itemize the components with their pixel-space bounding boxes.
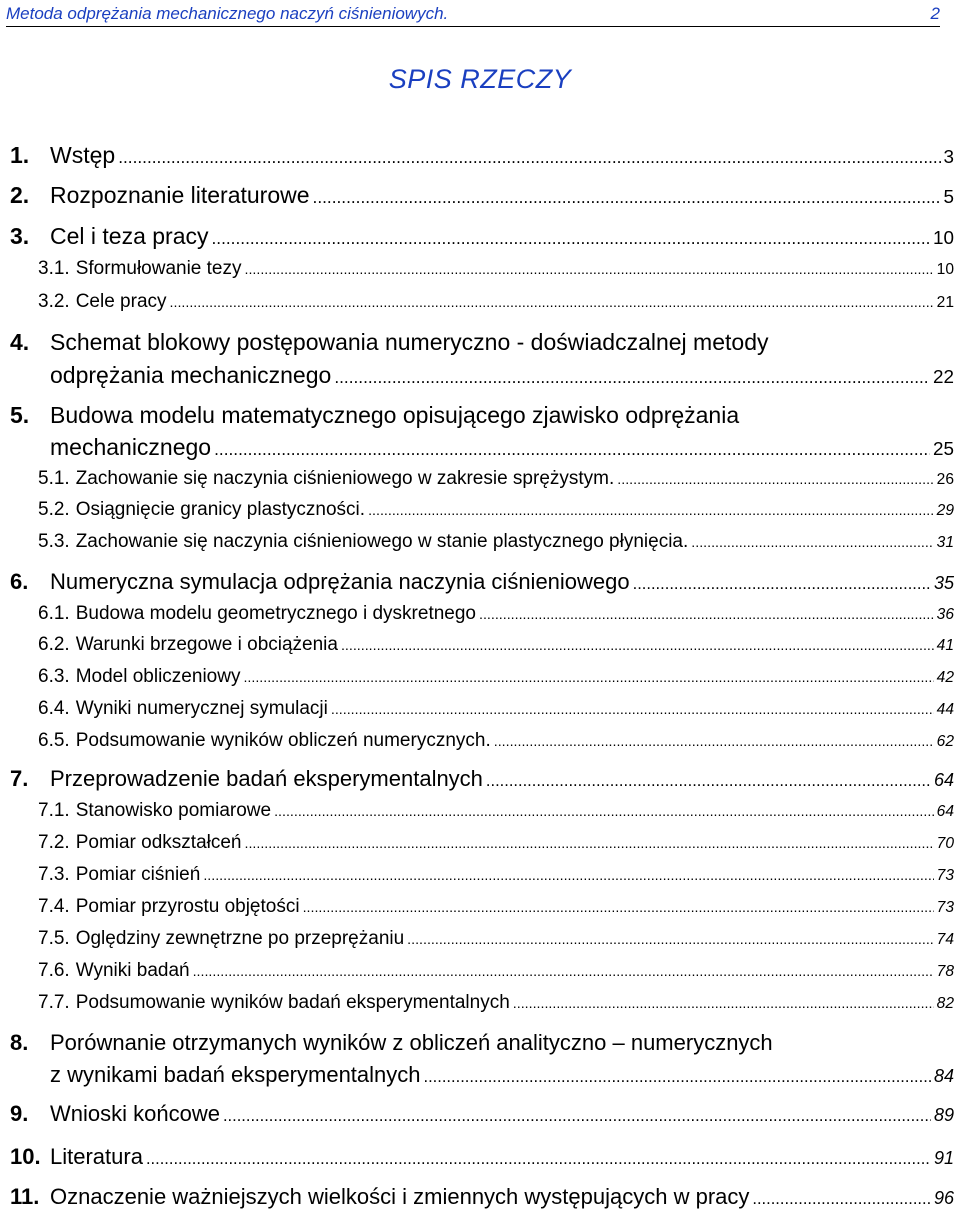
entry-page: 31 [936,534,954,551]
entry-number: 7.4. [38,896,70,917]
entry-number: 6.1. [38,603,70,624]
toc-entry-4-continuation[interactable] [50,362,954,389]
dot-leader [303,900,934,916]
entry-number: 7.7. [38,992,70,1013]
entry-title: Wnioski końcowe [50,1101,220,1126]
entry-page: 10 [936,261,954,278]
entry-number: 8. [10,1030,29,1055]
toc-entry-5-3[interactable] [10,531,954,557]
dot-leader [274,804,934,820]
entry-page: 29 [936,502,954,519]
toc-entry-7-1[interactable] [10,800,954,826]
running-header [6,2,940,27]
entry-title: Przeprowadzenie badań eksperymentalnych [50,766,483,791]
dot-leader [513,996,934,1012]
entry-page: 26 [936,471,954,488]
dot-leader [223,1107,931,1126]
entry-number: 6.3. [38,666,70,687]
entry-title: Pomiar ciśnień [75,864,201,885]
toc-entry-3-1[interactable] [10,258,954,284]
toc-entry-5-1[interactable] [10,468,954,494]
entry-number: 5.3. [38,531,70,552]
toc-entry-7-3[interactable] [10,864,954,890]
dot-leader [146,1150,931,1169]
entry-page: 10 [933,227,954,248]
entry-title: Rozpoznanie literaturowe [50,182,310,208]
entry-page: 3 [943,146,954,167]
entry-number: 6.5. [38,730,70,751]
entry-number: 2. [10,182,30,208]
entry-page: 36 [936,606,954,623]
entry-title: Sformułowanie tezy [75,258,242,279]
entry-title: Stanowisko pomiarowe [75,800,272,821]
entry-number: 3.1. [38,258,70,279]
entry-number: 11. [10,1184,40,1209]
entry-page: 96 [933,1188,954,1208]
entry-page: 25 [933,438,954,459]
entry-page: 62 [936,733,954,750]
toc-title: SPIS RZECZY [388,64,572,94]
entry-page: 21 [936,294,954,311]
toc-entry-7-4[interactable] [10,896,954,922]
entry-page: 41 [936,637,954,654]
toc-entry-6-5[interactable] [10,730,954,756]
dot-leader [245,262,934,278]
dot-leader [617,472,933,488]
dot-leader [424,1068,931,1087]
entry-number: 5.2. [38,499,70,520]
entry-page: 78 [936,963,954,980]
entry-number: 7. [10,766,29,791]
dot-leader [691,535,933,551]
dot-leader [331,702,934,718]
toc-entry-8[interactable] [10,1030,954,1060]
entry-title: Literatura [50,1144,143,1169]
entry-page: 64 [936,803,954,820]
entry-title: Wyniki numerycznej symulacji [75,698,328,719]
entry-title: Budowa modelu geometrycznego i dyskretnego [75,603,476,624]
dot-leader [212,228,931,249]
entry-title-continuation: z wynikami badań eksperymentalnych [50,1062,421,1087]
dot-leader [479,607,934,623]
entry-number: 10. [10,1144,41,1169]
entry-page: 73 [936,899,954,916]
entry-page: 74 [936,931,954,948]
entry-page: 22 [933,366,954,387]
toc-entry-8-continuation[interactable] [50,1062,954,1088]
toc-entry-7-6[interactable] [10,960,954,986]
dot-leader [170,295,934,311]
entry-title: Pomiar odkształceń [75,832,242,853]
toc-entry-6-3[interactable] [10,666,954,692]
entry-title: Podsumowanie wyników badań eksperymentalnych [75,992,510,1013]
entry-title: Wyniki badań [75,960,190,981]
toc-entry-7-2[interactable] [10,832,954,858]
toc-entry-5-continuation[interactable] [50,434,954,461]
entry-number: 5.1. [38,468,70,489]
toc-entry-6-2[interactable] [10,634,954,660]
toc-entry-4[interactable] [10,329,954,359]
dot-leader [243,670,933,686]
dot-leader [752,1190,931,1209]
dot-leader [486,772,931,791]
entry-title: Cel i teza pracy [50,223,209,249]
dot-leader [214,439,930,460]
entry-number: 7.1. [38,800,70,821]
entry-number: 6. [10,569,29,594]
dot-leader [118,147,940,168]
entry-title: Wstęp [50,142,116,168]
entry-number: 7.3. [38,864,70,885]
dot-leader [245,836,934,852]
entry-page: 44 [936,701,954,718]
toc-entry-7-7[interactable] [10,992,954,1018]
entry-title: Cele pracy [75,291,167,312]
entry-title: Pomiar przyrostu objętości [75,896,300,917]
entry-number: 7.2. [38,832,70,853]
entry-title-continuation: mechanicznego [50,434,212,460]
entry-page: 91 [933,1148,954,1168]
entry-number: 3. [10,223,30,249]
entry-title: Porównanie otrzymanych wyników z obliczeń analityczno – numerycznych [50,1030,773,1055]
entry-title: Numeryczna symulacja odprężania naczynia ciśnieniowego [50,569,630,594]
toc-entry-2[interactable] [10,182,954,212]
entry-page: 84 [933,1066,954,1086]
entry-title: Oznaczenie ważniejszych wielkości i zmiennych występujących w pracy [50,1184,750,1209]
dot-leader [368,503,934,519]
dot-leader [193,964,934,980]
entry-title: Warunki brzegowe i obciążenia [75,634,338,655]
entry-page: 82 [936,995,954,1012]
dot-leader [494,734,934,750]
dot-leader [633,575,931,594]
entry-page: 73 [936,867,954,884]
entry-title: Model obliczeniowy [75,666,241,687]
entry-page: 89 [933,1105,954,1125]
toc-entry-6[interactable] [10,569,954,599]
toc-entry-6-1[interactable] [10,603,954,629]
toc-entry-6-4[interactable] [10,698,954,724]
entry-title: Zachowanie się naczynia ciśnieniowego w zakresie sprężystym. [75,468,615,489]
header-title: Metoda odprężania mechanicznego naczyń ciśnieniowych. [6,4,449,23]
entry-number: 5. [10,402,30,428]
entry-page: 64 [933,770,954,790]
entry-number: 3.2. [38,291,70,312]
entry-title: Schemat blokowy postępowania numeryczno - doświadczalnej metody [50,329,769,355]
dot-leader [313,187,941,208]
entry-number: 7.5. [38,928,70,949]
toc-entry-7[interactable] [10,766,954,796]
entry-title-continuation: odprężania mechanicznego [50,362,332,388]
entry-title: Osiągnięcie granicy plastyczności. [75,499,366,520]
entry-number: 6.4. [38,698,70,719]
entry-number: 4. [10,329,30,355]
dot-leader [203,868,933,884]
entry-title: Oględziny zewnętrzne po przeprężaniu [75,928,405,949]
entry-title: Podsumowanie wyników obliczeń numerycznych. [75,730,491,751]
toc-entry-10[interactable] [10,1144,954,1174]
entry-page: 35 [933,573,954,593]
toc-entry-7-5[interactable] [10,928,954,954]
entry-number: 7.6. [38,960,70,981]
toc-entry-1[interactable] [10,142,954,172]
entry-title: Budowa modelu matematycznego opisującego zjawisko odprężania [50,402,740,428]
entry-number: 6.2. [38,634,70,655]
toc-entry-11[interactable] [10,1184,954,1214]
toc-entry-5-2[interactable] [10,499,954,525]
entry-number: 1. [10,142,30,168]
toc-entry-9[interactable] [10,1101,954,1131]
dot-leader [407,932,934,948]
entry-page: 5 [943,186,954,207]
entry-number: 9. [10,1101,29,1126]
entry-title: Zachowanie się naczynia ciśnieniowego w stanie plastycznego płynięcia. [75,531,689,552]
toc-entry-3[interactable] [10,223,954,253]
toc-entry-5[interactable] [10,402,954,432]
entry-page: 70 [936,835,954,852]
header-page-number: 2 [930,4,940,23]
dot-leader [334,367,930,388]
toc-entry-3-2[interactable] [10,291,954,317]
entry-page: 42 [936,669,954,686]
dot-leader [341,638,934,654]
